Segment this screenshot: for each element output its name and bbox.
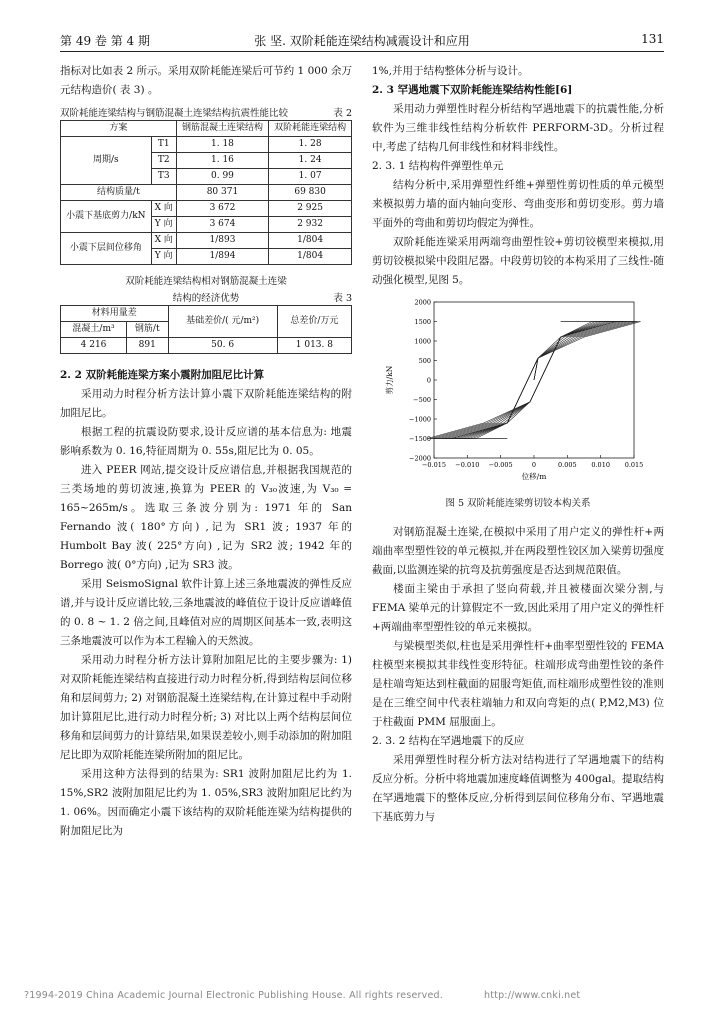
x-tick-label: 0.010 [591, 461, 610, 469]
subsection-heading: 2. 3. 1 结构构件弹塑性单元 [372, 160, 504, 172]
paragraph: 采用动力时程分析方法计算附加阻尼比的主要步骤为: 1) 对双阶耗能连梁结构直接进行动力时程分析,得到结构层间位移角和层间剪力; 2) 对钢筋混凝土连梁结构,在计算过程中手动附加计算阻尼比,进行动力时程分析; 3) 对比以上两个结构层间位移角和层间剪力的计算结果,如果误差较小,则手动添加的附加阻尼比即为双阶耗能连梁所附加的阻尼比。 [60, 654, 352, 761]
paragraph: 与梁模型类似,柱也是采用弹性杆+曲率型塑性铰的 FEMA 柱模型来模拟其非线性变形特征。柱端形成弯曲塑性铰的条件是柱端弯矩达到柱截面的屈服弯矩值,而柱端形成塑性铰的准则是在三维空间中代表柱端轴力和双向弯矩的点( P,M2,M3) 位于柱截面 PMM 屈服面上。 [372, 640, 664, 728]
x-tick-label: 0 [531, 461, 537, 469]
paragraph: 采用弹塑性时程分析方法对结构进行了罕遇地震下的结构反应分析。分析中将地震加速度峰值调整为 400gal。提取结构在罕遇地震下的整体反应,分析得到层间位移角分布、罕遇地震下基底剪力与 [372, 754, 664, 823]
table-3-caption-line1: 双阶耗能连梁结构相对钢筋混凝土连梁 [125, 276, 287, 287]
x-tick-label: 0.015 [624, 461, 644, 469]
figure-5-chart [372, 294, 664, 490]
table-2-caption: 双阶耗能连梁结构与钢筋混凝土连梁结构抗震性能比较 表 2 [60, 108, 352, 119]
table-header: 方案 [61, 121, 177, 137]
table-header: 钢筋/t [127, 322, 168, 338]
paragraph: 指标对比如表 2 所示。采用双阶耗能连梁后可节约 1 000 余万元结构造价( 表 3) 。 [60, 65, 352, 96]
y-tick-label: −1500 [409, 435, 431, 443]
x-tick-label: 0.005 [558, 461, 577, 469]
y-tick-label: −2000 [409, 454, 431, 463]
table-row: 周期/s T1 1. 18 1. 28 [61, 137, 352, 153]
table-3 [60, 305, 352, 354]
paragraph: 楼面主梁由于承担了竖向荷载,并且被楼面次梁分割,与 FEMA 梁单元的计算假定不一致,因此采用了用户定义的弹性杆+两端曲率型塑性铰的单元来模拟。 [372, 583, 664, 633]
paragraph: 采用动力弹塑性时程分析结构罕遇地震下的抗震性能,分析软件为三维非线性结构分析软件 PERFORM-3D。分析过程中,考虑了结构几何非线性和材料非线性。 [372, 103, 664, 153]
table-header: 总差价/万元 [277, 306, 351, 338]
paragraph: 双阶耗能连梁采用两端弯曲塑性铰+剪切铰模型来模拟,用剪切铰模拟梁中段阻尼器。中段剪切铰的本构采用了三线性-随动强化模型,见图 5。 [372, 236, 664, 286]
left-column [60, 62, 352, 841]
hysteresis-chart [372, 294, 664, 490]
paragraph: 采用 SeismoSignal 软件计算上述三条地震波的弹性反应谱,并与设计反应谱比较,三条地震波的峰值位于设计反应谱峰值的 0. 8 ~ 1. 2 倍之间,且峰值对应的周期区间基本一致,表明这三条地震波可以作为本工程输入的天然波。 [60, 578, 352, 647]
table-row: 小震下层间位移角 X 向 1/893 1/804 [61, 233, 352, 249]
y-tick-label: −500 [413, 396, 431, 404]
y-tick-label: 2000 [414, 298, 431, 307]
section-heading: 2. 2 双阶耗能连梁方案小震附加阻尼比计算 [60, 369, 265, 381]
paragraph: 进入 PEER 网站,提交设计反应谱信息,并根据我国规范的三类场地的剪切波速,换算为 PEER 的 V₃₀波速,为 V₃₀ = 165~265m/s。选取三条波分别为: 1971 年的 San Fernando 波( 180°方向) ,记为 SR1 波; 1937 年的 Humbolt Bay 波( 225°方向) ,记为 SR2 波; 1942 年的 Borrego 波( 0°方向) ,记为 SR3 波。 [60, 464, 352, 571]
paragraph: 1%,并用于结构整体分析与设计。 [372, 65, 529, 77]
x-tick-label: −0.005 [488, 461, 513, 469]
paragraph: 结构分析中,采用弹塑性纤维+弹塑性剪切性质的单元模型来模拟剪力墙的面内轴向变形、弯曲变形和剪切变形。剪力墙平面外的弯曲和剪切均假定为弹性。 [372, 179, 664, 229]
y-tick-label: 500 [418, 357, 431, 365]
paragraph: 对钢筋混凝土连梁,在模拟中采用了用户定义的弹性杆+两端曲率型塑性铰的单元模拟,并在两段塑性铰区加入梁剪切强度截面,以监测连梁的抗弯及抗剪强度是否达到规范限值。 [372, 526, 664, 576]
x-axis-label: 位移/m [521, 472, 547, 481]
figure-caption: 图 5 双阶耗能连梁剪切铰本构关系 [445, 498, 591, 509]
table-row: 小震下基底剪力/kN X 向 3 672 2 925 [61, 201, 352, 217]
section-heading: 2. 3 罕遇地震下双阶耗能连梁结构性能[6] [372, 84, 573, 96]
table-row: T2 1. 16 1. 24 [61, 153, 352, 169]
series-line [427, 322, 640, 439]
right-column [372, 62, 664, 827]
table-header: 钢筋混凝土连梁结构 [176, 121, 268, 137]
subsection-heading: 2. 3. 2 结构在罕遇地震下的反应 [372, 735, 525, 747]
table-row: 结构质量/t 80 371 69 830 [61, 185, 352, 201]
table-header: 双阶耗能连梁结构 [269, 121, 352, 137]
x-tick-label: −0.015 [421, 461, 447, 469]
table-row: 4 216 891 50. 6 1 013. 8 [61, 338, 352, 354]
paragraph: 采用动力时程分析方法计算小震下双阶耗能连梁结构的附加阻尼比。 [60, 388, 352, 419]
running-title: 张 坚. 双阶耗能连梁结构减震设计和应用 [254, 34, 470, 48]
footer-url: http://www.cnki.net [484, 990, 581, 1001]
table-row: Y 向 1/894 1/804 [61, 249, 352, 265]
volume-issue: 第 49 卷 第 4 期 [60, 34, 150, 48]
y-tick-label: 1500 [414, 318, 431, 326]
y-tick-label: 1000 [414, 337, 431, 346]
table-header: 混凝土/m³ [61, 322, 127, 338]
y-tick-label: −1000 [409, 415, 431, 424]
table-header: 材料用量差 [61, 306, 169, 322]
paragraph: 采用这种方法得到的结果为: SR1 波附加阻尼比约为 1. 15%,SR2 波附加阻尼比约为 1. 05%,SR3 波附加阻尼比约为 1. 06%。因而确定小震下该结构的双阶耗能连梁为结构提供的附加阻尼比为 [60, 768, 352, 837]
table-row: T3 0. 99 1. 07 [61, 169, 352, 185]
y-axis-label: 剪力/kN [385, 365, 394, 395]
running-header [60, 28, 664, 52]
copyright-footer: ?1994-2019 China Academic Journal Electronic Publishing House. All rights reserved. http://www.cnki.net [24, 990, 581, 1001]
y-tick-label: 0 [426, 376, 431, 385]
x-tick-label: −0.010 [455, 461, 480, 469]
table-2 [60, 120, 352, 265]
table-header: 基础差价/( 元/m²) [168, 306, 277, 338]
table-3-caption-line2: 结构的经济优势 表 3 [172, 293, 352, 304]
paragraph: 根据工程的抗震设防要求,设计反应谱的基本信息为: 地震影响系数为 0. 16,特征周期为 0. 55s,阻尼比为 0. 05。 [60, 426, 352, 457]
table-row: Y 向 3 674 2 932 [61, 217, 352, 233]
page-number: 131 [641, 32, 664, 46]
